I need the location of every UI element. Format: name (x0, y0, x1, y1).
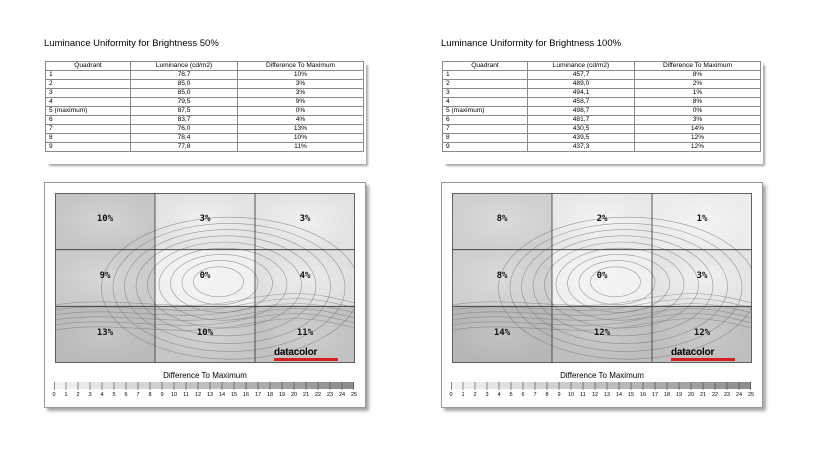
scale-tick-label: 24 (338, 392, 346, 398)
scale-swatch (186, 382, 198, 389)
luminance-cell: 76,0 (131, 125, 238, 134)
scale-swatch (282, 382, 294, 389)
scale-swatch (511, 382, 523, 389)
difference-cell: 4% (238, 116, 364, 125)
logo-text: datacolor (671, 347, 715, 358)
scale-swatch (463, 382, 475, 389)
luminance-table (45, 61, 364, 152)
scale-swatch (126, 382, 138, 389)
table-row (46, 125, 364, 134)
difference-cell: 2% (635, 80, 761, 89)
scale-tick-label: 2 (473, 392, 477, 398)
scale-swatch (691, 382, 703, 389)
luminance-cell: 79,5 (131, 98, 238, 107)
luminance-cell: 430,5 (528, 125, 635, 134)
luminance-cell: 439,5 (528, 134, 635, 143)
scale-swatch (619, 382, 631, 389)
quadrant-label: 8% (496, 271, 508, 281)
luminance-cell: 78,7 (131, 71, 238, 80)
scale-swatch (547, 382, 559, 389)
scale-swatch (270, 382, 282, 389)
scale-tick-label: 14 (218, 392, 226, 398)
table-row (443, 89, 761, 98)
scale-tick-label: 18 (266, 392, 274, 398)
scale-swatch (727, 382, 739, 389)
quadrant-cell: 1 (46, 71, 131, 80)
table-header-row (443, 62, 761, 71)
difference-cell: 3% (238, 80, 364, 89)
scale-tick-label: 9 (557, 392, 561, 398)
scale-swatch (174, 382, 186, 389)
scale-tick-label: 17 (254, 392, 262, 398)
difference-cell: 10% (238, 134, 364, 143)
quadrant-label: 11% (296, 327, 314, 338)
quadrant-label: 0% (199, 271, 211, 281)
column-header: Quadrant (443, 62, 528, 71)
column-header: Difference To Maximum (238, 62, 364, 71)
uniformity-map-frame (44, 182, 366, 408)
quadrant-cell: 2 (46, 80, 131, 89)
quadrant-cell: 8 (443, 134, 528, 143)
quadrant-label: 13% (96, 327, 114, 338)
luminance-cell: 85,0 (131, 89, 238, 98)
scale-tick-label: 10 (567, 392, 575, 398)
luminance-cell: 85,0 (131, 80, 238, 89)
table-row (46, 116, 364, 125)
quadrant-label: 1% (696, 214, 708, 225)
table-row (443, 116, 761, 125)
quadrant-label: 12% (693, 327, 711, 338)
scale-tick-label: 6 (521, 392, 525, 398)
luminance-cell: 78,4 (131, 134, 238, 143)
scale-tick-label: 11 (580, 392, 586, 398)
quadrant-label: 3% (199, 214, 211, 225)
luminance-table (442, 61, 761, 152)
column-header: Luminance (cd/m2) (528, 62, 635, 71)
scale-tick-label: 13 (206, 392, 214, 398)
scale-swatch (222, 382, 234, 389)
quadrant-cell: 4 (46, 98, 131, 107)
difference-cell: 9% (238, 98, 364, 107)
scale-swatch (330, 382, 342, 389)
scale-swatch (559, 382, 571, 389)
scale-swatch (246, 382, 258, 389)
scale-tick-label: 2 (76, 392, 80, 398)
logo-bar (274, 358, 338, 361)
column-header: Quadrant (46, 62, 131, 71)
panel-title: Luminance Uniformity for Brightness 50% (44, 38, 219, 49)
datacolor-logo (274, 348, 338, 361)
scale-swatch (535, 382, 547, 389)
scale-swatch (138, 382, 150, 389)
table-row (443, 134, 761, 143)
luminance-cell: 77,8 (131, 143, 238, 152)
luminance-cell: 481,7 (528, 116, 635, 125)
scale-tick-label: 4 (497, 392, 501, 398)
scale-swatch (607, 382, 619, 389)
table-row (443, 143, 761, 152)
scale-tick-label: 5 (112, 392, 116, 398)
scale-swatch (655, 382, 667, 389)
difference-cell: 8% (635, 98, 761, 107)
table-row (46, 71, 364, 80)
scale-tick-label: 16 (242, 392, 250, 398)
scale-tick-label: 22 (711, 392, 719, 398)
quadrant-cell: 6 (443, 116, 528, 125)
quadrant-label: 0% (596, 271, 608, 281)
table-row (443, 125, 761, 134)
quadrant-cell: 4 (443, 98, 528, 107)
uniformity-panel-100 (441, 0, 771, 470)
quadrant-cell: 5 (maximum) (443, 107, 528, 116)
scale-swatch (66, 382, 78, 389)
scale-swatch (703, 382, 715, 389)
quadrant-cell: 2 (443, 80, 528, 89)
scale-swatch (90, 382, 102, 389)
quadrant-label: 3% (299, 214, 311, 225)
difference-cell: 8% (635, 71, 761, 80)
scale-tick-label: 13 (603, 392, 611, 398)
table-row (46, 80, 364, 89)
quadrant-label: 10% (96, 214, 114, 225)
scale-swatch (78, 382, 90, 389)
datacolor-logo (671, 348, 735, 361)
scale-tick-label: 20 (290, 392, 298, 398)
scale-swatch (487, 382, 499, 389)
scale-swatch (739, 382, 751, 389)
luminance-cell: 457,7 (528, 71, 635, 80)
difference-cell: 3% (635, 116, 761, 125)
quadrant-cell: 6 (46, 116, 131, 125)
scale-tick-label: 7 (136, 392, 140, 398)
difference-cell: 10% (238, 71, 364, 80)
scale-swatch (306, 382, 318, 389)
scale-title: Difference To Maximum (163, 371, 247, 380)
difference-cell: 11% (238, 143, 364, 152)
difference-cell: 1% (635, 89, 761, 98)
scale-swatch (499, 382, 511, 389)
scale-swatch (150, 382, 162, 389)
quadrant-label: 8% (496, 214, 508, 225)
scale-tick-label: 5 (509, 392, 513, 398)
scale-swatch (679, 382, 691, 389)
table-row (443, 107, 761, 116)
scale-swatch (715, 382, 727, 389)
scale-swatch (667, 382, 679, 389)
logo-bar (671, 358, 735, 361)
panel-title: Luminance Uniformity for Brightness 100% (441, 38, 622, 49)
table-row (46, 98, 364, 107)
quadrant-label: 9% (99, 271, 111, 281)
table-header-row (46, 62, 364, 71)
scale-tick-label: 21 (699, 392, 707, 398)
scale-swatch (643, 382, 655, 389)
scale-tick-label: 1 (64, 392, 68, 398)
scale-tick-label: 0 (52, 392, 56, 398)
scale-tick-label: 11 (183, 392, 189, 398)
quadrant-cell: 3 (443, 89, 528, 98)
luminance-cell: 489,0 (528, 80, 635, 89)
scale-swatch (114, 382, 126, 389)
luminance-cell: 498,7 (528, 107, 635, 116)
scale-swatch (234, 382, 246, 389)
table-row (443, 98, 761, 107)
scale-tick-label: 21 (302, 392, 310, 398)
uniformity-panel-50 (44, 0, 374, 470)
scale-swatch (523, 382, 535, 389)
quadrant-cell: 7 (443, 125, 528, 134)
scale-tick-label: 7 (533, 392, 537, 398)
quadrant-label: 12% (593, 327, 611, 338)
scale-tick-label: 23 (723, 392, 731, 398)
logo-text: datacolor (274, 347, 318, 358)
difference-cell: 0% (635, 107, 761, 116)
scale-tick-label: 16 (639, 392, 647, 398)
scale-swatch (571, 382, 583, 389)
quadrant-label: 2% (596, 214, 608, 225)
scale-swatch (258, 382, 270, 389)
quadrant-cell: 9 (46, 143, 131, 152)
scale-tick-label: 14 (615, 392, 623, 398)
column-header: Luminance (cd/m2) (131, 62, 238, 71)
luminance-cell: 87,5 (131, 107, 238, 116)
table-row (46, 134, 364, 143)
quadrant-label: 10% (196, 327, 214, 338)
scale-swatch (162, 382, 174, 389)
scale-swatch (210, 382, 222, 389)
scale-tick-label: 25 (350, 392, 358, 398)
luminance-cell: 458,7 (528, 98, 635, 107)
scale-swatch (342, 382, 354, 389)
table-row (46, 107, 364, 116)
table-row (443, 71, 761, 80)
scale-tick-label: 19 (278, 392, 286, 398)
quadrant-cell: 8 (46, 134, 131, 143)
uniformity-map-frame (441, 182, 763, 408)
scale-tick-label: 22 (314, 392, 322, 398)
quadrant-label: 14% (493, 327, 511, 338)
scale-swatch (318, 382, 330, 389)
scale-title: Difference To Maximum (560, 371, 644, 380)
scale-tick-label: 12 (194, 392, 202, 398)
quadrant-cell: 7 (46, 125, 131, 134)
scale-swatch (102, 382, 114, 389)
scale-tick-label: 19 (675, 392, 683, 398)
luminance-cell: 83,7 (131, 116, 238, 125)
scale-tick-label: 8 (148, 392, 152, 398)
quadrant-cell: 5 (maximum) (46, 107, 131, 116)
table-row (46, 89, 364, 98)
quadrant-label: 4% (299, 271, 311, 281)
scale-swatch (475, 382, 487, 389)
scale-tick-label: 8 (545, 392, 549, 398)
scale-tick-label: 20 (687, 392, 695, 398)
scale-tick-label: 25 (747, 392, 755, 398)
scale-tick-label: 0 (449, 392, 453, 398)
difference-cell: 3% (238, 89, 364, 98)
difference-cell: 12% (635, 143, 761, 152)
scale-tick-label: 24 (735, 392, 743, 398)
scale-swatch (294, 382, 306, 389)
scale-swatch (54, 382, 66, 389)
scale-tick-label: 15 (627, 392, 635, 398)
luminance-cell: 494,1 (528, 89, 635, 98)
scale-tick-label: 3 (485, 392, 489, 398)
scale-swatch (595, 382, 607, 389)
scale-tick-label: 15 (230, 392, 238, 398)
scale-tick-label: 17 (651, 392, 659, 398)
scale-tick-label: 23 (326, 392, 334, 398)
scale-tick-label: 3 (88, 392, 92, 398)
scale-tick-label: 10 (170, 392, 178, 398)
scale-tick-label: 1 (461, 392, 465, 398)
difference-cell: 14% (635, 125, 761, 134)
luminance-cell: 437,3 (528, 143, 635, 152)
column-header: Difference To Maximum (635, 62, 761, 71)
scale-tick-label: 6 (124, 392, 128, 398)
scale-tick-label: 9 (160, 392, 164, 398)
scale-swatch (631, 382, 643, 389)
scale-swatch (198, 382, 210, 389)
quadrant-label: 3% (696, 271, 708, 281)
scale-swatch (583, 382, 595, 389)
scale-tick-label: 12 (591, 392, 599, 398)
table-row (443, 80, 761, 89)
scale-tick-label: 4 (100, 392, 104, 398)
quadrant-cell: 3 (46, 89, 131, 98)
difference-cell: 12% (635, 134, 761, 143)
scale-tick-label: 18 (663, 392, 671, 398)
difference-cell: 0% (238, 107, 364, 116)
scale-swatch (451, 382, 463, 389)
table-row (46, 143, 364, 152)
quadrant-cell: 9 (443, 143, 528, 152)
quadrant-cell: 1 (443, 71, 528, 80)
difference-cell: 13% (238, 125, 364, 134)
